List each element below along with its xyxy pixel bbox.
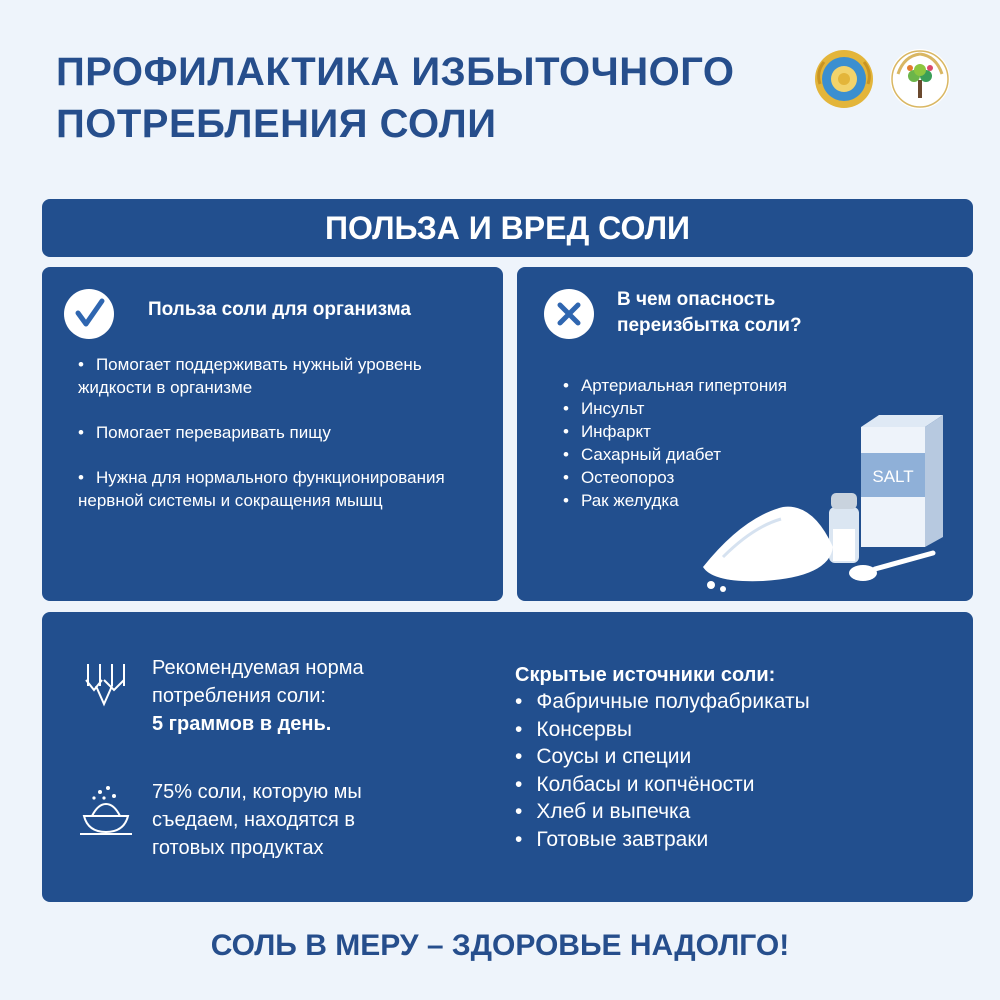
list-item: • Инсульт: [563, 399, 645, 418]
list-item: • Рак желудка: [563, 491, 679, 510]
section-banner: ПОЛЬЗА И ВРЕД СОЛИ: [42, 199, 973, 257]
dangers-title: В чем опасность переизбытка соли?: [617, 289, 802, 336]
list-item: • Артериальная гипертония: [563, 376, 787, 395]
list-item: • Сахарный диабет: [563, 445, 722, 464]
list-item: • Готовые завтраки: [515, 827, 709, 851]
title-line-2: ПОТРЕБЛЕНИЯ СОЛИ: [56, 102, 497, 146]
dangers-panel: [517, 267, 973, 601]
title-line-1: ПРОФИЛАКТИКА ИЗБЫТОЧНОГО: [56, 50, 735, 94]
list-item: • Помогает поддерживать нужный уровень жидкости в организме: [78, 355, 422, 397]
list-item: • Инфаркт: [563, 422, 651, 441]
list-item: • Консервы: [515, 717, 632, 741]
list-item: • Фабричные полуфабрикаты: [515, 690, 810, 713]
list-item: • Соусы и специи: [515, 745, 692, 769]
benefits-panel: [42, 267, 503, 601]
salt-illustration: [703, 407, 969, 597]
state-emblem-logo: [815, 50, 873, 108]
benefits-title: Польза соли для организма: [148, 299, 411, 320]
benefits-list: [78, 353, 488, 534]
processed-food-text: 75% соли, которую мы съедаем, находятся в готовых продуктах: [152, 781, 362, 859]
salt-norm-value: 5 граммов в день.: [152, 713, 332, 735]
list-item: • Хлеб и выпечка: [515, 800, 691, 824]
health-organization-logo: [890, 49, 950, 109]
checkmark-icon: [64, 289, 114, 339]
list-item: • Остеопороз: [563, 468, 675, 487]
footer-slogan: СОЛЬ В МЕРУ – ЗДОРОВЬЕ НАДОЛГО!: [210, 929, 790, 962]
down-arrows-icon: [80, 660, 128, 708]
hidden-sources-title: Скрытые источники соли:: [515, 664, 776, 686]
list-item: • Помогает переваривать пищу: [78, 423, 331, 442]
page-title: [56, 46, 776, 150]
salt-norm-text: Рекомендуемая норма потребления соли: 5 граммов в день.: [152, 654, 442, 738]
info-panel: [42, 612, 973, 902]
hidden-sources-list: [515, 688, 810, 854]
salt-bowl-icon: [78, 784, 134, 836]
logos: [814, 44, 964, 114]
list-item: • Колбасы и копчёности: [515, 772, 755, 796]
list-item: • Нужна для нормального функционирования нервной системы и сокращения мышц: [78, 468, 445, 510]
salt-package-label: SALT: [872, 467, 914, 486]
cross-icon: [544, 289, 594, 339]
